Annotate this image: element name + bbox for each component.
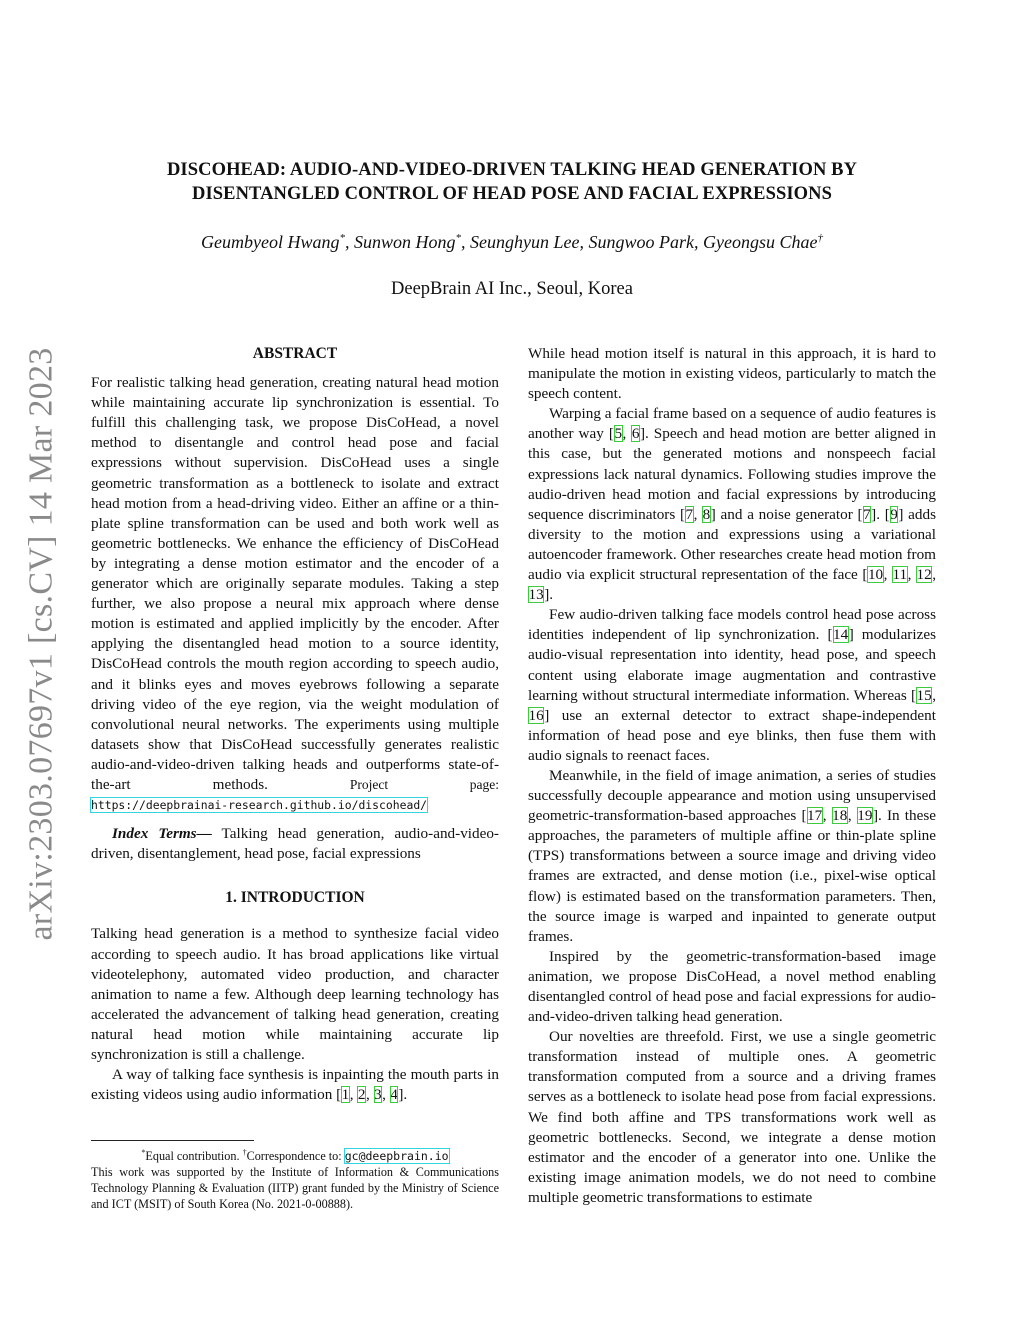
equal-contribution-mark: * xyxy=(455,232,462,244)
project-page-link[interactable]: https://deepbrainai-research.github.io/discohead/ xyxy=(91,798,428,813)
citation-link[interactable]: 15 xyxy=(916,686,932,704)
index-terms: Index Terms— Talking head generation, audio-and-video-driven, disentanglement, head pose, facial expressions xyxy=(91,825,499,863)
citation-link[interactable]: 2 xyxy=(357,1086,366,1104)
title-line: DISENTANGLED CONTROL OF HEAD POSE AND FACIAL EXPRESSIONS xyxy=(191,184,833,204)
citation-link[interactable]: 3 xyxy=(374,1086,382,1104)
author-name: Sunwon Hong xyxy=(354,232,456,252)
project-page-label: Project page: xyxy=(349,776,499,792)
citation-link[interactable]: 6 xyxy=(631,425,640,443)
author-name: Geumbyeol Hwang xyxy=(201,232,340,252)
right-column xyxy=(528,344,936,1208)
citation-link[interactable]: 9 xyxy=(890,505,898,523)
citation-link[interactable]: 8 xyxy=(702,505,711,523)
author-list: Geumbyeol Hwang*, Sunwon Hong*, Seunghyun Lee, Sungwoo Park, Gyeongsu Chae† xyxy=(201,232,823,252)
citation-link[interactable]: 17 xyxy=(807,807,823,825)
abstract-text: For realistic talking head generation, creating natural head motion while maintaining accurate lip synchronization is essential. To fulfill this challenging task, we propose DisCoHead, a novel method to disentangle and control head pose and facial expressions without supervision. DisCoHead uses a single geometric transformation as a bottleneck to isolate and extract head motion from a head-driving video. Either an affine or a thin-plate spline transformation can be used and both work well as geometric bottlenecks. We enhance the efficiency of DisCoHead by integrating a dense motion estimator and the encoder of a generator which are originally separate modules. Taking a step further, we also propose a neural mix approach where dense motion is estimated and applied implicitly by the encoder. After applying the disentangled head motion to a source identity, DisCoHead controls the mouth region according to speech audio, and it blinks eyes and moves eyebrows following a separate driving video of the eye region, via the weight modulation of convolutional neural networks. The experiments using multiple datasets show that DisCoHead successfully generates realistic audio-and-video-driven talking heads and outperforms state-of-the-art methods. Project page: https://deepbrainai-research.github.io/discohead/ xyxy=(91,374,499,813)
body-paragraph: Inspired by the geometric-transformation-based image animation, we propose DisCoHead, a novel method enabling disentangled control of head pose and facial expressions for audio-and-video-driven talking head generation. xyxy=(528,947,936,1026)
index-terms-label: Index Terms— xyxy=(112,825,212,843)
citation-link[interactable]: 14 xyxy=(833,626,849,644)
equal-contribution-mark: * xyxy=(339,232,345,244)
footnote-funding: This work was supported by the Institute of Information & Communications Technology Planning & Evaluation (IITP) grant funded by the Ministry of Science and ICT (MSIT) of South Korea (No. 2021-0-00888). xyxy=(91,1165,499,1212)
abstract-heading: ABSTRACT xyxy=(252,345,338,362)
citation-link[interactable]: 18 xyxy=(832,807,848,825)
affiliation: DeepBrain AI Inc., Seoul, Korea xyxy=(391,279,633,299)
left-column xyxy=(91,344,499,1105)
paper-title xyxy=(100,158,924,206)
body-paragraph: Our novelties are threefold. First, we use a single geometric transformation instead of multiple ones. A geometric transformation computed from a source and a driving frames serves as a bottleneck to isolate head pose from facial expressions. We find both affine and TPS transformations work well as geometric bottlenecks. Second, we integrate a dense motion estimator and the encoder of a generator into one. Unlike the existing image animation models, we do not need to combine multiple geometric transformations to estimate xyxy=(528,1028,936,1206)
citation-link[interactable]: 13 xyxy=(528,586,544,604)
body-paragraph: Few audio-driven talking face models control head pose across identities independent of lip synchronization. [14] modularizes audio-visual representation into identity, head pose, and speech content using elaborate image augmentation and contrastive learning without structural intermediate information. Whereas [15, 16] use an external detector to extract shape-independent information of head pose and eye blinks, then fuse them with audio signals to reenact faces. xyxy=(528,606,936,764)
citation-link[interactable]: 11 xyxy=(892,566,908,584)
introduction-heading: 1. INTRODUCTION xyxy=(225,889,365,907)
citation-link[interactable]: 5 xyxy=(614,425,623,443)
arxiv-identifier: arXiv:2303.07697v1 [cs.CV] 14 Mar 2023 xyxy=(23,347,61,941)
author-names: Seunghyun Lee, Sungwoo Park, Gyeongsu Chae xyxy=(470,232,818,252)
intro-paragraph: Talking head generation is a method to synthesize facial video according to speech audio. It has broad applications like virtual videotelephony, automated video production, and character animation to name a few. Although deep learning technology has accelerated the advancement of talking head generation, creating natural head motion while maintaining accurate lip synchronization is still a challenge. xyxy=(91,925,499,1063)
body-paragraph: Meanwhile, in the field of image animation, a series of studies successfully decouple appearance and motion using unsupervised geometric-transformation-based approaches [17, 18, 19]. In these approaches, the parameters of multiple affine or thin-plate spline (TPS) transformations between a source image and driving video frames are extracted, and dense motion (i.e., pixel-wise optical flow) is estimated based on the transformation parameters. Then, the source image is warped and inpainted to generate output frames. xyxy=(528,766,936,945)
title-line: DISCOHEAD: AUDIO-AND-VIDEO-DRIVEN TALKING HEAD GENERATION BY xyxy=(166,160,858,180)
citation-link[interactable]: 7 xyxy=(863,505,871,523)
intro-paragraph: A way of talking face synthesis is inpainting the mouth parts in existing videos using audio information [1, 2, 3, 4]. xyxy=(91,1066,499,1104)
correspondence-mark: † xyxy=(817,232,823,244)
email-link[interactable]: gc@deepbrain.io xyxy=(344,1149,449,1164)
citation-link[interactable]: 12 xyxy=(916,566,932,584)
citation-link[interactable]: 7 xyxy=(685,505,694,523)
body-paragraph: While head motion itself is natural in this approach, it is hard to manipulate the motion in existing videos, particularly to match the speech content. xyxy=(528,345,936,403)
footnote-divider xyxy=(91,1140,254,1141)
citation-link[interactable]: 16 xyxy=(528,706,544,724)
citation-link[interactable]: 1 xyxy=(341,1086,350,1104)
citation-link[interactable]: 19 xyxy=(857,807,873,825)
citation-link[interactable]: 4 xyxy=(390,1086,398,1104)
body-paragraph: Warping a facial frame based on a sequence of audio features is another way [5, 6]. Speech and head motion are better aligned in this case, but the generated motions and nonspeech facial expressions lack natural dynamics. Following studies improve the audio-driven head motion and facial expressions by introducing sequence discriminators [7, 8] and a noise generator [7]. [9] adds diversity to the motion and expressions using a variational autoencoder framework. Other researches create head motion from audio via explicit structural representation of the face [10, 11, 12, 13]. xyxy=(528,405,937,604)
footnotes xyxy=(91,1140,499,1212)
citation-link[interactable]: 10 xyxy=(867,566,884,584)
footnote-contribution: *Equal contribution. †Correspondence to: gc@deepbrain.io xyxy=(141,1148,449,1164)
